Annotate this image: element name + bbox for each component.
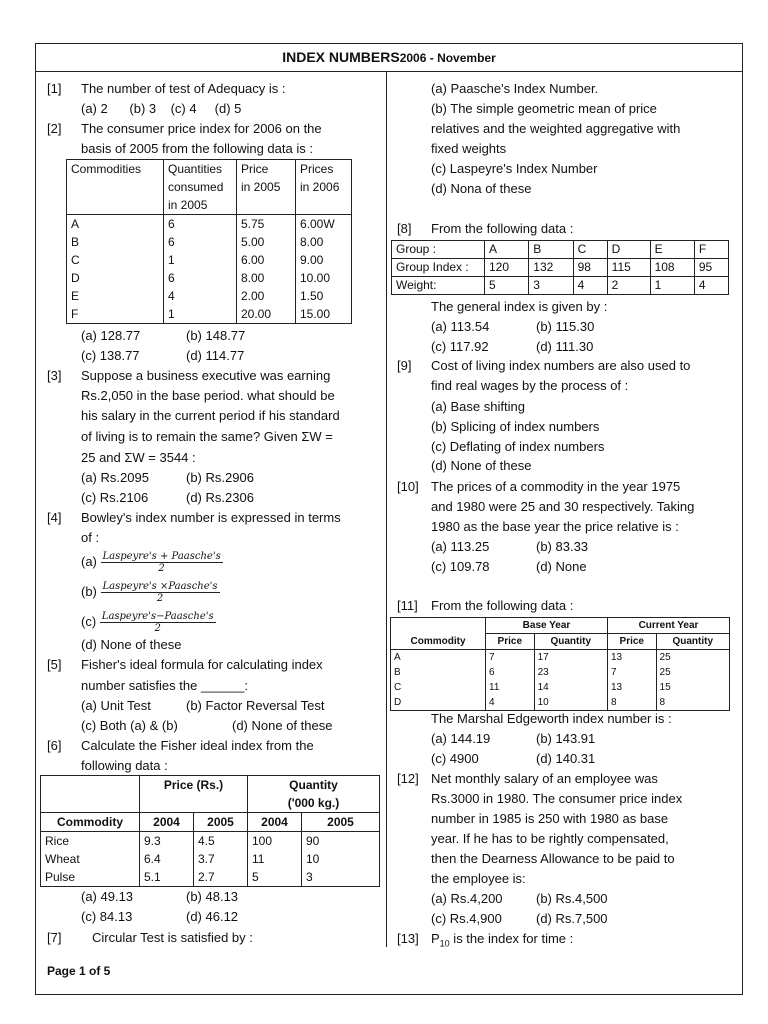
q4-a-num: Laspeyre's + Paasche's	[102, 551, 221, 563]
q7-opt-a: (a) Paasche's Index Number.	[431, 81, 599, 96]
cell: 5.1	[140, 868, 194, 887]
cell: C	[67, 251, 164, 269]
q3-opt-c: (c) Rs.2106	[81, 490, 149, 505]
cell: 4	[573, 277, 607, 295]
title-year: 2006 - November	[399, 51, 496, 65]
q13-text	[431, 929, 573, 954]
q7-opt-c: (c) Laspeyre's Index Number	[431, 161, 598, 176]
table-row	[67, 269, 352, 287]
table-row	[41, 850, 380, 868]
q6-h-qty-unit: ('000 kg.)	[287, 796, 340, 810]
table-row	[391, 665, 730, 680]
cell: A	[67, 215, 164, 234]
q6-table	[40, 775, 380, 887]
q10-opt-a: (a) 113.25	[431, 539, 490, 554]
q4-a-label: (a)	[81, 554, 97, 569]
q2-h-prices	[296, 160, 352, 215]
cell: 11	[248, 850, 302, 868]
q4-b-den: 2	[156, 593, 164, 605]
q2-table	[66, 159, 352, 324]
q9-opt-d: (d) None of these	[431, 458, 532, 473]
cell: A	[391, 650, 486, 666]
cell: 8.00	[237, 269, 296, 287]
q5-opt-d: (d) None of these	[232, 718, 333, 733]
q6-h-empty	[41, 776, 140, 813]
q1-number: [1]	[47, 81, 62, 96]
cell: 6	[164, 233, 237, 251]
table-row	[41, 868, 380, 887]
q6-h-year: 2004	[248, 813, 302, 832]
q4-opt-c	[81, 608, 216, 636]
q3-line: Rs.2,050 in the base period. what should be	[81, 388, 335, 403]
q6-h-commodity: Commodity	[41, 813, 140, 832]
q10-line2: and 1980 were 25 and 30 respectively. Taking	[431, 499, 695, 514]
q11-opt-b: (b) 143.91	[536, 731, 596, 746]
q4-b-fraction	[101, 581, 220, 604]
cell: 8	[607, 695, 656, 711]
q6-opt-b: (b) 48.13	[186, 889, 239, 904]
cell: 20.00	[237, 305, 296, 324]
q10-opt-d: (d) None	[536, 559, 587, 574]
q3-line: Suppose a business executive was earning	[81, 368, 331, 383]
cell: 25	[656, 665, 729, 680]
q5-number: [5]	[47, 657, 62, 672]
q6-opt-c: (c) 84.13	[81, 909, 133, 924]
q4-opt-b	[81, 578, 220, 606]
q7-opt-b3: fixed weights	[431, 141, 507, 156]
cell: 5.75	[237, 215, 296, 234]
q1-text: The number of test of Adequacy is :	[81, 81, 286, 96]
q2-line2: basis of 2005 from the following data is :	[81, 141, 313, 156]
q10-opt-c: (c) 109.78	[431, 559, 490, 574]
cell: Group :	[392, 241, 485, 259]
q2-h-p2: in 2005	[241, 180, 281, 194]
cell: 4	[694, 277, 728, 295]
q2-line1: The consumer price index for 2006 on the	[81, 121, 322, 136]
q6-h-qty-label: Quantity	[289, 778, 338, 792]
q2-opt-c: (c) 138.77	[81, 348, 140, 363]
q9-opt-c: (c) Deflating of index numbers	[431, 439, 605, 454]
q2-h-q3: in 2005	[168, 198, 208, 212]
q6-h-qty	[248, 776, 380, 813]
q11-h-sub: Quantity	[534, 634, 607, 650]
q3-line: his salary in the current period if his standard	[81, 408, 340, 423]
cell: 4	[486, 695, 535, 711]
cell: 23	[534, 665, 607, 680]
cell: 6	[164, 215, 237, 234]
q2-h-pp1: Prices	[300, 162, 334, 176]
q2-h-pp2: in 2006	[300, 180, 340, 194]
q10-number: [10]	[397, 479, 419, 494]
q12-opt-d: (d) Rs.7,500	[536, 911, 608, 926]
q6-opt-d: (d) 46.12	[186, 909, 239, 924]
q3-line: 25 and ΣW = 3544 :	[81, 450, 196, 465]
q11-opt-a: (a) 144.19	[431, 731, 491, 746]
q6-opt-a: (a) 49.13	[81, 889, 134, 904]
cell: E	[650, 241, 694, 259]
q11-opt-c: (c) 4900	[431, 751, 479, 766]
q9-number: [9]	[397, 358, 412, 373]
q11-h-base: Base Year	[486, 618, 608, 634]
cell: 5	[248, 868, 302, 887]
q13-p: P	[431, 931, 440, 946]
q5-line2: number satisfies the ______:	[81, 678, 248, 693]
q7-number: [7]	[47, 930, 62, 945]
cell: E	[67, 287, 164, 305]
q7-opt-b1: (b) The simple geometric mean of price	[431, 101, 657, 116]
q5-line1: Fisher's ideal formula for calculating index	[81, 657, 323, 672]
cell: 4	[164, 287, 237, 305]
q10-line1: The prices of a commodity in the year 1975	[431, 479, 681, 494]
cell: 14	[534, 680, 607, 695]
cell: B	[67, 233, 164, 251]
q6-line1: Calculate the Fisher ideal index from the	[81, 738, 314, 753]
cell: 7	[486, 650, 535, 666]
table-row	[67, 233, 352, 251]
cell: 98	[573, 259, 607, 277]
cell: 15.00	[296, 305, 352, 324]
q9-opt-a: (a) Base shifting	[431, 399, 525, 414]
table-row	[67, 287, 352, 305]
q12-line: the employee is:	[431, 871, 526, 886]
cell: D	[391, 695, 486, 711]
q7-opt-b2: relatives and the weighted aggregative with	[431, 121, 681, 136]
q3-number: [3]	[47, 368, 62, 383]
table-row	[391, 680, 730, 695]
q13-sub: 10	[439, 938, 450, 949]
cell: 3	[529, 277, 573, 295]
cell: 10	[534, 695, 607, 711]
q12-line: Rs.3000 in 1980. The consumer price index	[431, 791, 683, 806]
q5-opt-c: (c) Both (a) & (b)	[81, 718, 178, 733]
cell: 13	[607, 680, 656, 695]
q8-after: The general index is given by :	[431, 299, 608, 314]
q12-opt-b: (b) Rs.4,500	[536, 891, 608, 906]
cell: F	[67, 305, 164, 324]
q6-h-year: 2005	[194, 813, 248, 832]
cell: 8.00	[296, 233, 352, 251]
q3-opt-a: (a) Rs.2095	[81, 470, 149, 485]
cell: Weight:	[392, 277, 485, 295]
q13-post: is the index for time :	[449, 931, 574, 946]
q8-opt-d: (d) 111.30	[536, 339, 594, 354]
cell: 3.7	[194, 850, 248, 868]
q4-c-fraction	[100, 611, 216, 634]
q11-h-current: Current Year	[607, 618, 729, 634]
q6-h-price: Price (Rs.)	[140, 776, 248, 813]
q8-opt-b: (b) 115.30	[536, 319, 595, 334]
q4-c-num: Laspeyre's−Paasche's	[101, 611, 214, 623]
q8-opt-a: (a) 113.54	[431, 319, 490, 334]
cell: 100	[248, 832, 302, 851]
cell: 1.50	[296, 287, 352, 305]
cell: 13	[607, 650, 656, 666]
q9-line1: Cost of living index numbers are also used to	[431, 358, 691, 373]
cell: 2.00	[237, 287, 296, 305]
cell: 10.00	[296, 269, 352, 287]
q4-line1: Bowley's index number is expressed in terms	[81, 510, 341, 525]
cell: 10	[302, 850, 380, 868]
cell: 11	[486, 680, 535, 695]
q7-text: Circular Test is satisfied by :	[92, 930, 253, 945]
cell: 8	[656, 695, 729, 711]
cell: 5	[485, 277, 529, 295]
q10-line3: 1980 as the base year the price relative is :	[431, 519, 679, 534]
cell: 90	[302, 832, 380, 851]
table-row	[67, 305, 352, 324]
q4-opt-a	[81, 548, 223, 576]
cell: B	[529, 241, 573, 259]
cell: 6	[164, 269, 237, 287]
cell: Group Index :	[392, 259, 485, 277]
cell: 1	[650, 277, 694, 295]
cell: 2.7	[194, 868, 248, 887]
q11-h-sub: Quantity	[656, 634, 729, 650]
cell: 120	[485, 259, 529, 277]
q1-options: (a) 2 (b) 3 (c) 4 (d) 5	[81, 101, 242, 116]
cell: 95	[694, 259, 728, 277]
q4-b-label: (b)	[81, 584, 97, 599]
cell: 15	[656, 680, 729, 695]
q10-opt-b: (b) 83.33	[536, 539, 589, 554]
q13-number: [13]	[397, 931, 419, 946]
q4-c-den: 2	[154, 623, 161, 635]
table-row	[41, 832, 380, 851]
q4-a-fraction	[101, 551, 223, 574]
q11-h-sub: Price	[607, 634, 656, 650]
cell: Wheat	[41, 850, 140, 868]
q12-opt-a: (a) Rs.4,200	[431, 891, 503, 906]
q12-number: [12]	[397, 771, 419, 786]
q9-line2: find real wages by the process of :	[431, 378, 629, 393]
q5-opt-a: (a) Unit Test	[81, 698, 151, 713]
cell: 6.00W	[296, 215, 352, 234]
q6-h-year: 2004	[140, 813, 194, 832]
cell: 9.00	[296, 251, 352, 269]
cell: 17	[534, 650, 607, 666]
q4-c-label: (c)	[81, 614, 97, 629]
cell: Rice	[41, 832, 140, 851]
cell: 132	[529, 259, 573, 277]
q6-number: [6]	[47, 738, 62, 753]
cell: 7	[607, 665, 656, 680]
cell: 3	[302, 868, 380, 887]
q2-h-q2: consumed	[168, 180, 224, 194]
q4-b-num: Laspeyre's ×Paasche's	[102, 581, 218, 593]
q11-number: [11]	[397, 598, 418, 613]
title-main: INDEX NUMBERS	[282, 49, 400, 65]
cell: 2	[607, 277, 650, 295]
table-row	[67, 215, 352, 234]
q4-number: [4]	[47, 510, 62, 525]
q2-opt-a: (a) 128.77	[81, 328, 141, 343]
q8-opt-c: (c) 117.92	[431, 339, 489, 354]
q8-table	[391, 240, 729, 295]
q2-h-q1: Quantities	[168, 162, 223, 176]
cell: 115	[607, 259, 650, 277]
q8-number: [8]	[397, 221, 412, 236]
cell: 6.4	[140, 850, 194, 868]
q4-opt-d: (d) None of these	[81, 637, 182, 652]
cell: D	[607, 241, 650, 259]
q12-line: then the Dearness Allowance to be paid to	[431, 851, 675, 866]
q2-h-commodities: Commodities	[67, 160, 164, 215]
cell: C	[573, 241, 607, 259]
cell: B	[391, 665, 486, 680]
cell: 4.5	[194, 832, 248, 851]
q12-line: number in 1985 is 250 with 1980 as base	[431, 811, 669, 826]
q6-h-year: 2005	[302, 813, 380, 832]
q12-opt-c: (c) Rs.4,900	[431, 911, 502, 926]
q8-text: From the following data :	[431, 221, 574, 236]
cell: F	[694, 241, 728, 259]
cell: 1	[164, 305, 237, 324]
table-row	[392, 241, 729, 259]
cell: 108	[650, 259, 694, 277]
cell: 6.00	[237, 251, 296, 269]
q9-opt-b: (b) Splicing of index numbers	[431, 419, 600, 434]
page-title	[36, 44, 742, 72]
cell: Pulse	[41, 868, 140, 887]
table-row	[67, 251, 352, 269]
q3-line: of living is to remain the same? Given ΣW =	[81, 429, 333, 444]
cell: A	[485, 241, 529, 259]
q4-a-den: 2	[158, 563, 165, 575]
cell: D	[67, 269, 164, 287]
cell: 9.3	[140, 832, 194, 851]
q11-text: From the following data :	[431, 598, 574, 613]
page-footer: Page 1 of 5	[47, 964, 111, 978]
q6-line2: following data :	[81, 758, 168, 773]
q7-opt-d: (d) Nona of these	[431, 181, 532, 196]
table-row	[392, 277, 729, 295]
q11-table	[390, 617, 730, 711]
q2-number: [2]	[47, 121, 62, 136]
q4-line2: of :	[81, 530, 100, 545]
q2-h-p1: Price	[241, 162, 269, 176]
q5-opt-b: (b) Factor Reversal Test	[186, 698, 325, 713]
q2-opt-d: (d) 114.77	[186, 348, 245, 363]
table-row	[392, 259, 729, 277]
q2-h-quantities	[164, 160, 237, 215]
q11-opt-d: (d) 140.31	[536, 751, 596, 766]
q11-h-sub: Price	[486, 634, 535, 650]
q11-after: The Marshal Edgeworth index number is :	[431, 711, 672, 726]
cell: 6	[486, 665, 535, 680]
cell: C	[391, 680, 486, 695]
cell: 5.00	[237, 233, 296, 251]
table-row	[391, 650, 730, 666]
q12-line: year. If he has to be rightly compensated,	[431, 831, 669, 846]
column-divider	[386, 72, 387, 947]
q3-opt-d: (d) Rs.2306	[186, 490, 254, 505]
q3-opt-b: (b) Rs.2906	[186, 470, 254, 485]
cell: 1	[164, 251, 237, 269]
cell: 25	[656, 650, 729, 666]
q2-h-price	[237, 160, 296, 215]
q12-line: Net monthly salary of an employee was	[431, 771, 658, 786]
q11-h-commodity: Commodity	[391, 618, 486, 650]
q2-opt-b: (b) 148.77	[186, 328, 246, 343]
